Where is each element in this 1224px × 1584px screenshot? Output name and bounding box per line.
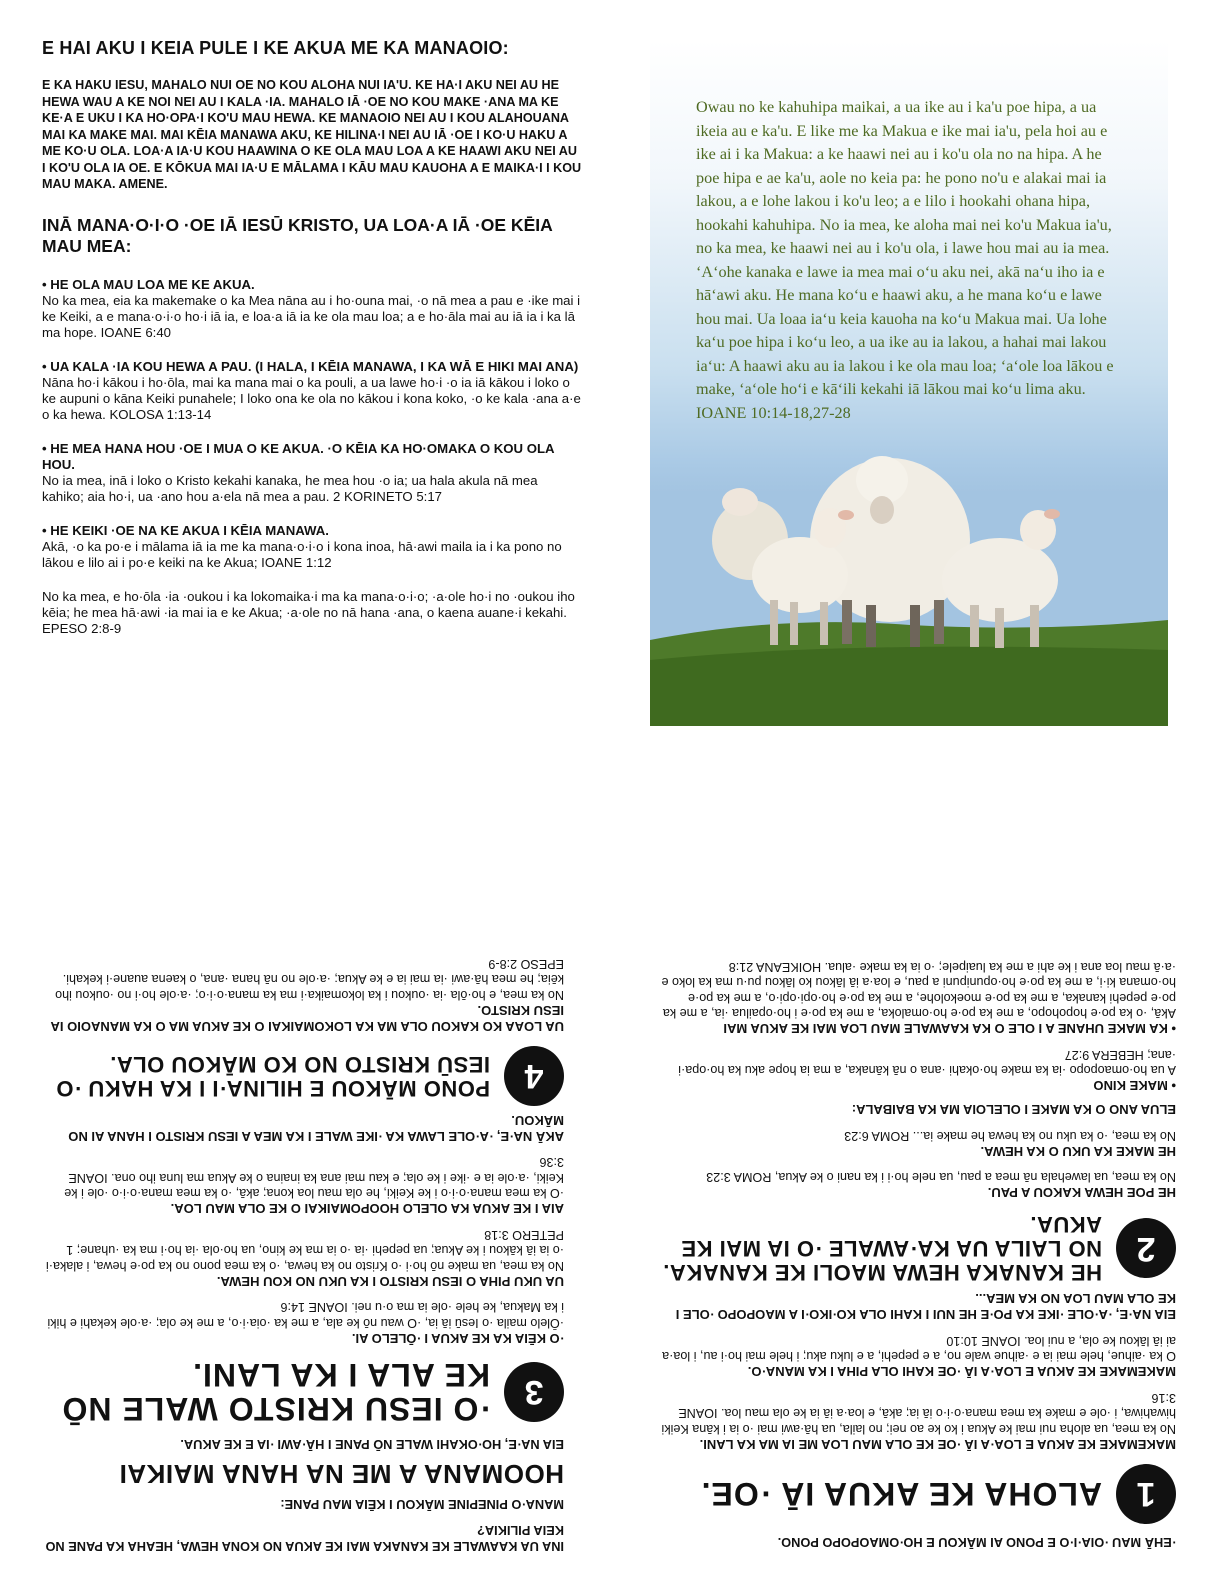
prayer-heading: E HAI AKU I KEIA PULE I KE AKUA ME KA MANAOIO: [42, 38, 509, 58]
step-4-sub: UA LOAA KO KAKOU OLA MA KA LOKOMAIKAI O KE AKUA MA O KA MANAOIO IA IESU KRISTO. [51, 1003, 564, 1034]
step-3-title: ·O IESU KRISTO WALE NŌ KE ALA I KA LANI. [61, 1357, 490, 1427]
step-2-title: HE KANAKA HEWA MAOLI KE KANAKA. NO LAILA UA KA·AWALE ·O IA MAI KE AKUA. [662, 1212, 1102, 1286]
promise-body: No ia mea, inā i loko o Kristo kekahi kanaka, he mea hou ·o ia; ua hala akula nā mea kahiko; aia ho·i, ua ·ano hou a·ela nā mea a pau. 2 KORINETO 5:17 [42, 472, 538, 504]
promise-body: Akā, ·o ka po·e i mālama iā ia me ka mana·o·i·o i kona inoa, hā·awi maila ia i ka pono no lākou e lilo ai i po·e keiki na ke Akua; IOANE 1:12 [42, 538, 562, 570]
panel-steps-3-4 [0, 792, 612, 1584]
step-2-number: 2 [1116, 1219, 1176, 1279]
step-2-sub-3: ELUA ANO O KA MAKE I OLELOIA MA KA BAIBALA: [851, 1102, 1176, 1118]
promise-head: • UA KALA ·IA KOU HEWA A PAU. (I HALA, I KĒIA MANAWA, I KA WĀ E HIKI MAI ANA) [42, 358, 579, 374]
step-3-body: ·Ōlelo maila ·o Iesū iā ia, ·O wau nō ke ala, a me ka ·oia·i·o, a me ke ola; ·a·ole kekahi e hiki i ka Makua, ke hele ·ole ia ma o·u nei. IOANE 14:6 [47, 1300, 564, 1330]
promise-item [42, 441, 582, 505]
step-3-sub-4: AKĀ NA·E, ·A·OLE LAWA KA ·IKE WALE I KA MEA A IESU KRISTO I HANA AI NO MĀKOU. [68, 1113, 564, 1144]
promise-item [42, 359, 582, 423]
four-truths-line: ·EHĀ MAU ·OIA·I·O E PONO AI MĀKOU E HO·OMAOPOPO PONO. [777, 1535, 1176, 1550]
step-1-sub-3: EIA NA·E, ·A·OLE ·IKE KA PO·E HE NUI I KAHI OLA KO·IKO·I A MAOPOPO ·OLE I KE OLA MAU LOA NO KA MEA... [675, 1291, 1176, 1323]
step-3-number: 3 [504, 1362, 564, 1422]
promise-head: • HE OLA MAU LOA ME KE AKUA. [42, 276, 255, 292]
common-answers-line: MANA·O PINEPINE MĀKOU I KĒIA MAU PANE: [280, 1497, 564, 1512]
step-3-body-3: ·O ka mea mana·o·i·o i ke Keiki, he ola mau loa kona; akā, ·o ka mea mana·o·i·o ·ole i ke Keiki, ·a·ole ia e ·ike i ke ola; e kau mai ana ka inaina o ke Akua ma luna iho ona. IOANE 3:36 [64, 1155, 564, 1201]
promises-heading: INĀ MANA·O·I·O ·OE IĀ IESŪ KRISTO, UA LOA·A IĀ ·OE KĒIA MAU MEA: [42, 214, 553, 256]
step-2-sub-5: • KA MAKE UHANE A I OLE O KA KAAWALE MAU LOA MAI KE AKUA MAI [723, 1021, 1176, 1037]
step-1-sub-2: MAKEMAKE KE AKUA E LOA·A IĀ ·OE KAHI OLA PIHA I KA MANA·O. [747, 1364, 1176, 1380]
step-4-number: 4 [504, 1046, 564, 1106]
question-line: INA UA KAAWALE KE KANAKA MAI KE AKUA NO KONA HEWA, HEAHA KA PANE NO KEIA PILIKIA? [45, 1523, 564, 1554]
step-1-title: ALOHA KE AKUA IĀ ·OE. [700, 1476, 1102, 1512]
step-2-sub-4: • MAKE KINO [1093, 1078, 1176, 1094]
step-2-body-2: No ka mea, ·o ka uku no ka hewa he make ia... ROMA 6:23 [844, 1129, 1176, 1143]
step-2-body-4: A ua ho·omaopopo ·ia ka make ho·okahi ·ana o nā kānaka, a ma ia hope aku ka ho·opa·i ·ana; HEBERA 9:27 [678, 1048, 1176, 1078]
prayer-text: E KA HAKU IESU, MAHALO NUI OE NO KOU ALOHA NUI IA'U. KE HA·I AKU NEI AU HE HEWA WAU A KE NOI NEI AU I KALA ·IA. MAHALO IĀ ·OE NO KOU MAKE ·ANA MA KE KE·A E UKU I KA HO·OPA·I KO'U MAU HEWA. KE MANAOIO NEI AU I KOU ALAHOUANA MAI KA MAKE MAI. MAI KĒIA MANAWA AKU, KE HILINA·I NEI AU IĀ ·OE I KO·U HAKU A ME KO·U OLA. LOA·A IA·U KOU HAAWINA O KE OLA MAU LOA A KE HAAWI AKU NEI AU I KO'U OLA IA OE. E KŌKUA MAI IA·U E MĀLAMA I KĀU MAU KAUOHA A E MAIKA·I I KOU MAU MAKA. AMENE. [42, 78, 582, 191]
panel-steps-1-2 [612, 792, 1224, 1584]
step-2-body-5: Akā, ·o ka po·e hopohopo, a me ka po·e ho·omaloka, a me ka po·e i ho·opailua ·ia, a me ka po·e pepehi kanaka, a me ka po·e moekolohe, a me ka po·e ho·opi·opi·o, a me ka po·e ho·omana ki·i, a me ka po·e ho·opunipuni a pau, e loa·a iā lākou ko lākou pu·u ma ka loko e ·a·ā mau loa ana i ke ahi a me ka luaipele; ·o ia ka make ·alua. HOIKEANA 21:8 [661, 960, 1176, 1021]
panel-prayer [0, 0, 612, 792]
step-3-sub: ·O KĒIA KA KE AKUA I ·ŌLELO AI. [351, 1331, 564, 1346]
promise-head: • HE KEIKI ·OE NA KE AKUA I KĒIA MANAWA. [42, 522, 329, 538]
works-title: HOOMANA A ME NA HANA MAIKAI [119, 1459, 564, 1489]
promise-item [42, 589, 582, 637]
step-3-sub-2: UA UKU PIHA O IESU KRISTO I KA UKU NO KOU HEWA. [216, 1274, 564, 1289]
step-2-body: No ka mea, ua lawehala nā mea a pau, ua nele ho·i i ka nani o ke Akua, ROMA 3:23 [706, 1170, 1176, 1185]
step-3-header [44, 1358, 564, 1426]
step-2-sub-2: HE MAKE KA UKU O KA HEWA. [980, 1144, 1176, 1159]
step-3-body-2: No ka mea, ua make nō ho·i ·o Kristo no ka hewa, ·o ka mea pono no ka po·e hewa, i alaka·i ·o ia iā kākou i ke Akua; ua pepehi ·ia ·o ia ma ke kino, ua ho·ola ·ia ho·i ma ka ·uhane; 1 PETERO 3:18 [45, 1228, 564, 1273]
step-1-sub: MAKEMAKE KE AKUA E LOA·A IĀ ·OE KE OLA MAU LOA ME IA MA KA LANI. [699, 1437, 1176, 1452]
step-2-header [656, 1213, 1176, 1285]
promise-item [42, 523, 582, 571]
step-1-number: 1 [1116, 1464, 1176, 1524]
step-4-header [44, 1046, 564, 1106]
works-note: EIA NA·E, HO·OKAHI WALE NŌ PANE I HĀ·AWI ·IA E KE AKUA. [180, 1437, 564, 1452]
step-1-body-2: O ka ·aihue, hele mai ia e ·aihue wale no, a e pepehi, a e luku aku; i hele mai ho·i au, i loa·a ai iā lākou ke ola, a nui loa. IOANE 10:10 [662, 1334, 1176, 1364]
step-1-body: No ka mea, ua aloha nui mai ke Akua i ko ke ao nei; no laila, ua hā·awi mai ·o ia i kāna Keiki hiwahiwa, i ·ole e make ka mea mana·o·i·o iā ia; akā, e loa·a iā ia ke ola mau loa. IOANE 3:16 [661, 1391, 1176, 1436]
promise-body: Nāna ho·i kākou i ho·ōla, mai ka mana mai o ka pouli, a ua lawe ho·i ·o ia iā kākou i loko o ke aupuni o kāna Keiki punahele; I loko ona ke ola no kākou i kona koko, ·o ke kala ·ana a·e o ka hewa. KOLOSA 1:13-14 [42, 374, 581, 422]
promise-item [42, 277, 582, 341]
step-3-sub-3: AIA I KE AKUA KA OLELO HOOPOMAIKAI O KE OLA MAU LOA. [170, 1201, 564, 1217]
promise-head: • HE MEA HANA HOU ·OE I MUA O KE AKUA. ·O KĒIA KA HO·OMAKA O KOU OLA HOU. [42, 440, 555, 472]
step-2-sub: HE POE HEWA KAKOU A PAU. [987, 1185, 1176, 1201]
verse-text: Owau no ke kahuhipa maikai, a ua ike au i ka'u poe hipa, a ua ikeia au e ka'u. E like me ka Makua e ike mai ia'u, pela hoi au e ike ai i ka Makua: a ke haawi nei au i ko'u ola no na hipa. A he poe hipa e ae ka'u, aole no keia pa: he pono no'u e alakai mai ia lakou, a e lohe lakou i ko'u leo; a e lilo i hookahi ohana hipa, hookahi kahuhipa. No ia mea, ke aloha mai nei ko'u Makua ia'u, no ka mea, ke haawi nei au i ko'u ola, i lawe hou mai au ia mea. ʻAʻohe kanaka e lawe ia mea mai oʻu aku nei, akā naʻu iho ia e hāʻawi aku. He mana koʻu e haawi aku, a he mana koʻu e lawe hou mai. Ua loaa iaʻu keia kauoha na koʻu Makua mai. Ua lohe kaʻu poe hipa i koʻu leo, a ua ike au ia lakou, a hahai mai lakou iaʻu: A haawi aku au ia lakou i ke ola mau loa; ʻaʻole loa lākou e make, ʻaʻole hoʻi e kāʻili kekahi iā lākou mai koʻu lima aku. IOANE 10:14-18,27-28 [696, 98, 1114, 422]
promise-body: No ka mea, eia ka makemake o ka Mea nāna au i ho·ouna mai, ·o nā mea a pau e ·ike mai i ke Keiki, a e mana·o·i·o ho·i iā ia, e loa·a iā ia ke ola mau loa; a e ho·āla mai au iā ia i ka lā ma hope. IOANE 6:40 [42, 292, 581, 340]
promise-body: No ka mea, e ho·ōla ·ia ·oukou i ka lokomaika·i ma ka mana·o·i·o; ·a·ole ho·i no ·oukou iho kēia; he mea hā·awi ·ia mai ia e ke Akua; ·a·ole no nā hana ·ana, o kaena auane·i kekahi. EPESO 2:8-9 [42, 588, 575, 636]
step-4-title: PONO MĀKOU E HILINA·I I KA HAKU ·O IESŪ KRISTO NO KO MĀKOU OLA. [55, 1052, 490, 1101]
step-1-header [656, 1464, 1176, 1524]
step-4-body: No ka mea, e ho·ōla ·ia ·oukou i ka lokomaika·i ma ka mana·o·i·o; ·a·ole ho·i no ·oukou iho kēia; he mea hā·awi ·ia mai ia e ke Akua; ·a·ole no nā hana ·ana, o kaena auane·i kekahi. EPESO 2:8-9 [55, 957, 564, 1002]
sheep-photo-panel [650, 40, 1168, 726]
